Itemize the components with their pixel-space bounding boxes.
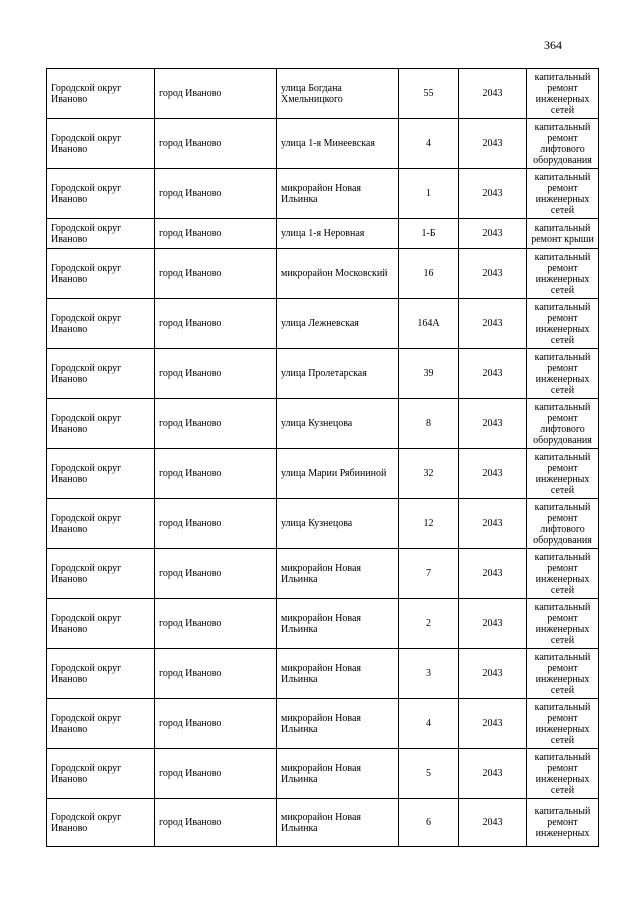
work-type-cell: капитальный ремонт лифтового оборудования <box>527 119 599 169</box>
year-cell: 2043 <box>459 649 527 699</box>
municipality-cell: Городской округ Иваново <box>47 349 155 399</box>
work-type-cell: капитальный ремонт инженерных <box>527 799 599 847</box>
street-cell: улица 1-я Минеевская <box>277 119 399 169</box>
work-type-cell: капитальный ремонт инженерных сетей <box>527 249 599 299</box>
table-row <box>47 699 599 749</box>
page-number: 364 <box>544 38 562 52</box>
year-cell: 2043 <box>459 749 527 799</box>
work-type-cell: капитальный ремонт инженерных сетей <box>527 169 599 219</box>
table-row <box>47 549 599 599</box>
street-cell: улица Кузнецова <box>277 499 399 549</box>
work-type-cell: капитальный ремонт инженерных сетей <box>527 699 599 749</box>
street-cell: улица 1-я Неровная <box>277 219 399 249</box>
house-number-cell: 7 <box>399 549 459 599</box>
house-number-cell: 55 <box>399 69 459 119</box>
year-cell: 2043 <box>459 399 527 449</box>
locality-cell: город Иваново <box>155 749 277 799</box>
table-row <box>47 249 599 299</box>
street-cell: микрорайон Новая Ильинка <box>277 599 399 649</box>
work-type-cell: капитальный ремонт инженерных сетей <box>527 69 599 119</box>
table-row <box>47 219 599 249</box>
house-number-cell: 2 <box>399 599 459 649</box>
house-number-cell: 4 <box>399 699 459 749</box>
table-row <box>47 399 599 449</box>
house-number-cell: 32 <box>399 449 459 499</box>
table-row <box>47 649 599 699</box>
house-number-cell: 1-Б <box>399 219 459 249</box>
table-row <box>47 449 599 499</box>
locality-cell: город Иваново <box>155 649 277 699</box>
locality-cell: город Иваново <box>155 699 277 749</box>
table-row <box>47 749 599 799</box>
house-number-cell: 39 <box>399 349 459 399</box>
street-cell: микрорайон Новая Ильинка <box>277 699 399 749</box>
year-cell: 2043 <box>459 69 527 119</box>
locality-cell: город Иваново <box>155 599 277 649</box>
municipality-cell: Городской округ Иваново <box>47 169 155 219</box>
locality-cell: город Иваново <box>155 549 277 599</box>
table-row <box>47 299 599 349</box>
year-cell: 2043 <box>459 299 527 349</box>
locality-cell: город Иваново <box>155 69 277 119</box>
work-type-cell: капитальный ремонт лифтового оборудования <box>527 399 599 449</box>
street-cell: микрорайон Новая Ильинка <box>277 799 399 847</box>
year-cell: 2043 <box>459 119 527 169</box>
municipality-cell: Городской округ Иваново <box>47 399 155 449</box>
house-number-cell: 6 <box>399 799 459 847</box>
table-row <box>47 119 599 169</box>
house-number-cell: 3 <box>399 649 459 699</box>
work-type-cell: капитальный ремонт инженерных сетей <box>527 599 599 649</box>
work-type-cell: капитальный ремонт инженерных сетей <box>527 749 599 799</box>
house-number-cell: 8 <box>399 399 459 449</box>
street-cell: микрорайон Новая Ильинка <box>277 749 399 799</box>
street-cell: микрорайон Новая Ильинка <box>277 549 399 599</box>
house-number-cell: 12 <box>399 499 459 549</box>
locality-cell: город Иваново <box>155 169 277 219</box>
table-row <box>47 799 599 847</box>
locality-cell: город Иваново <box>155 449 277 499</box>
year-cell: 2043 <box>459 219 527 249</box>
municipality-cell: Городской округ Иваново <box>47 249 155 299</box>
street-cell: микрорайон Новая Ильинка <box>277 649 399 699</box>
work-type-cell: капитальный ремонт инженерных сетей <box>527 549 599 599</box>
house-number-cell: 164А <box>399 299 459 349</box>
work-type-cell: капитальный ремонт инженерных сетей <box>527 649 599 699</box>
street-cell: улица Кузнецова <box>277 399 399 449</box>
year-cell: 2043 <box>459 349 527 399</box>
municipality-cell: Городской округ Иваново <box>47 499 155 549</box>
house-number-cell: 16 <box>399 249 459 299</box>
municipality-cell: Городской округ Иваново <box>47 69 155 119</box>
street-cell: микрорайон Московский <box>277 249 399 299</box>
municipality-cell: Городской округ Иваново <box>47 599 155 649</box>
locality-cell: город Иваново <box>155 499 277 549</box>
locality-cell: город Иваново <box>155 249 277 299</box>
street-cell: микрорайон Новая Ильинка <box>277 169 399 219</box>
street-cell: улица Богдана Хмельницкого <box>277 69 399 119</box>
municipality-cell: Городской округ Иваново <box>47 749 155 799</box>
table-row <box>47 69 599 119</box>
municipality-cell: Городской округ Иваново <box>47 799 155 847</box>
locality-cell: город Иваново <box>155 119 277 169</box>
year-cell: 2043 <box>459 799 527 847</box>
locality-cell: город Иваново <box>155 799 277 847</box>
house-number-cell: 5 <box>399 749 459 799</box>
year-cell: 2043 <box>459 169 527 219</box>
locality-cell: город Иваново <box>155 399 277 449</box>
street-cell: улица Пролетарская <box>277 349 399 399</box>
table-row <box>47 599 599 649</box>
locality-cell: город Иваново <box>155 349 277 399</box>
house-number-cell: 1 <box>399 169 459 219</box>
year-cell: 2043 <box>459 449 527 499</box>
street-cell: улица Марии Рябининой <box>277 449 399 499</box>
street-cell: улица Лежневская <box>277 299 399 349</box>
year-cell: 2043 <box>459 499 527 549</box>
table-row <box>47 499 599 549</box>
municipality-cell: Городской округ Иваново <box>47 219 155 249</box>
municipality-cell: Городской округ Иваново <box>47 119 155 169</box>
house-number-cell: 4 <box>399 119 459 169</box>
municipality-cell: Городской округ Иваново <box>47 449 155 499</box>
municipality-cell: Городской округ Иваново <box>47 549 155 599</box>
table-row <box>47 349 599 399</box>
year-cell: 2043 <box>459 249 527 299</box>
year-cell: 2043 <box>459 549 527 599</box>
table-row <box>47 169 599 219</box>
work-type-cell: капитальный ремонт крыши <box>527 219 599 249</box>
work-type-cell: капитальный ремонт инженерных сетей <box>527 449 599 499</box>
work-type-cell: капитальный ремонт лифтового оборудования <box>527 499 599 549</box>
municipality-cell: Городской округ Иваново <box>47 299 155 349</box>
locality-cell: город Иваново <box>155 299 277 349</box>
municipality-cell: Городской округ Иваново <box>47 699 155 749</box>
locality-cell: город Иваново <box>155 219 277 249</box>
work-type-cell: капитальный ремонт инженерных сетей <box>527 349 599 399</box>
work-type-cell: капитальный ремонт инженерных сетей <box>527 299 599 349</box>
capital-repair-table <box>46 68 599 847</box>
year-cell: 2043 <box>459 599 527 649</box>
municipality-cell: Городской округ Иваново <box>47 649 155 699</box>
year-cell: 2043 <box>459 699 527 749</box>
table-body <box>47 69 599 847</box>
